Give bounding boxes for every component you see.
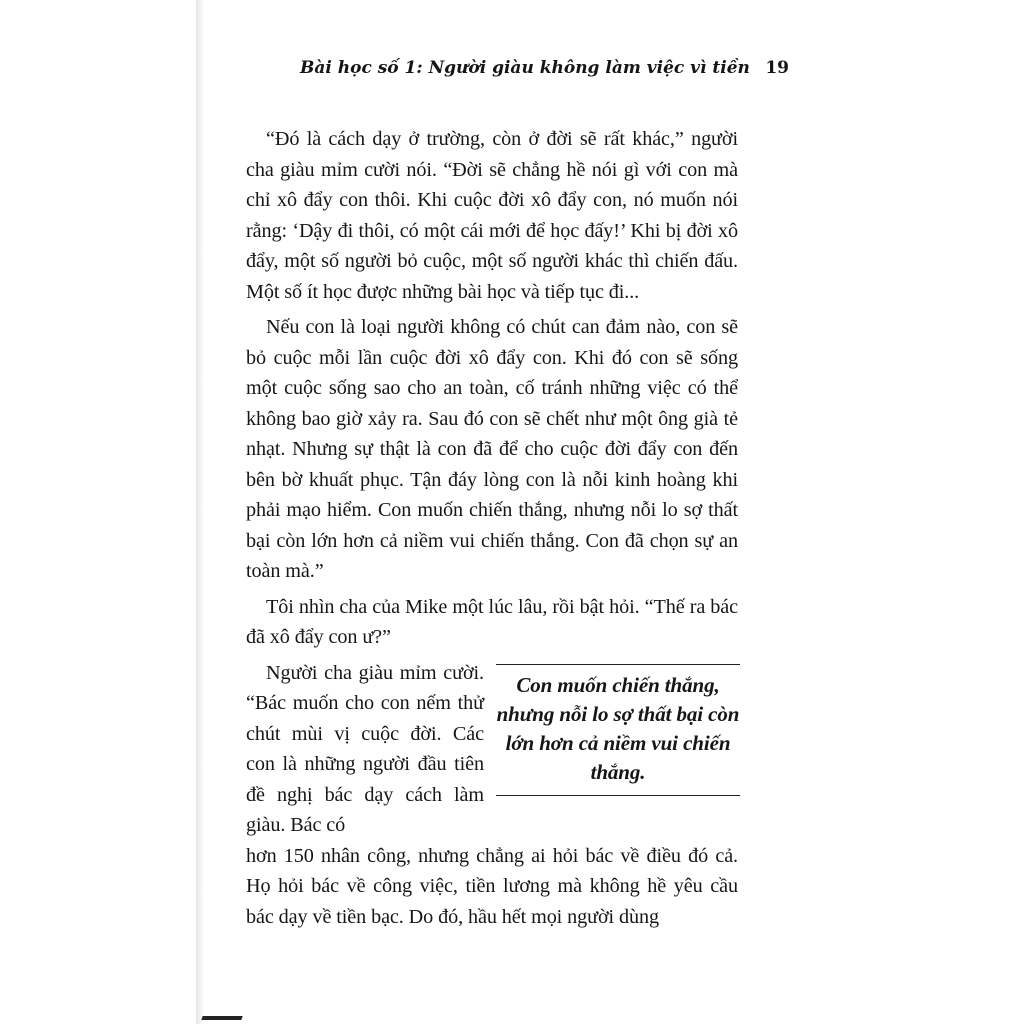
page-corner-mark <box>201 1016 242 1020</box>
page-number: 19 <box>765 58 789 78</box>
paragraph-4-continuation: hơn 150 nhân công, nhưng chẳng ai hỏi bác về điều đó cả. Họ hỏi bác về công việc, tiền lương mà không hề yêu cầu bác dạy về tiền bạc. Do đó, hầu hết mọi người dùng <box>246 844 738 928</box>
running-header <box>300 58 789 78</box>
running-header-title: Bài học số 1: Người giàu không làm việc vì tiền <box>300 58 750 78</box>
paragraph-1: “Đó là cách dạy ở trường, còn ở đời sẽ rất khác,” người cha giàu mỉm cười nói. “Đời sẽ chẳng hề nói gì với con mà chỉ xô đẩy con thôi. Khi cuộc đời xô đẩy con, nó muốn nói rằng: ‘Dậy đi thôi, có một cái mới để học đấy!’ Khi bị đời xô đẩy, một số người bỏ cuộc, một số người khác thì chiến đấu. Một số ít học được những bài học và tiếp tục đi... <box>246 128 738 303</box>
paragraph-2: Nếu con là loại người không có chút can đảm nào, con sẽ bỏ cuộc mỗi lần cuộc đời xô đẩy con. Khi đó con sẽ sống một cuộc sống sao cho an toàn, cố tránh những việc có thể không bao giờ xảy ra. Sau đó con sẽ chết như một ông già tẻ nhạt. Nhưng sự thật là con đã để cho cuộc đời đẩy con đến bên bờ khuất phục. Tận đáy lòng con là nỗi kinh hoàng khi phải mạo hiểm. Con muốn chiến thắng, nhưng nỗi lo sợ thất bại còn lớn hơn cả niềm vui chiến thắng. Con đã chọn sự an toàn mà.” <box>246 316 738 582</box>
wrapped-paragraph-block <box>246 658 738 841</box>
body-text <box>246 124 738 932</box>
page-gutter-shadow <box>196 0 204 1024</box>
pull-quote: Con muốn chiến thắng, nhưng nỗi lo sợ thất bại còn lớn hơn cả niềm vui chiến thắng. <box>496 664 740 796</box>
paragraph-3: Tôi nhìn cha của Mike một lúc lâu, rồi bật hỏi. “Thế ra bác đã xô đẩy con ư?” <box>246 595 738 648</box>
paragraph-4-wrapped: Người cha giàu mỉm cười. “Bác muốn cho con nếm thử chút mùi vị cuộc đời. Các con là những người đầu tiên đề nghị bác dạy cách làm giàu. Bác có <box>246 661 484 836</box>
